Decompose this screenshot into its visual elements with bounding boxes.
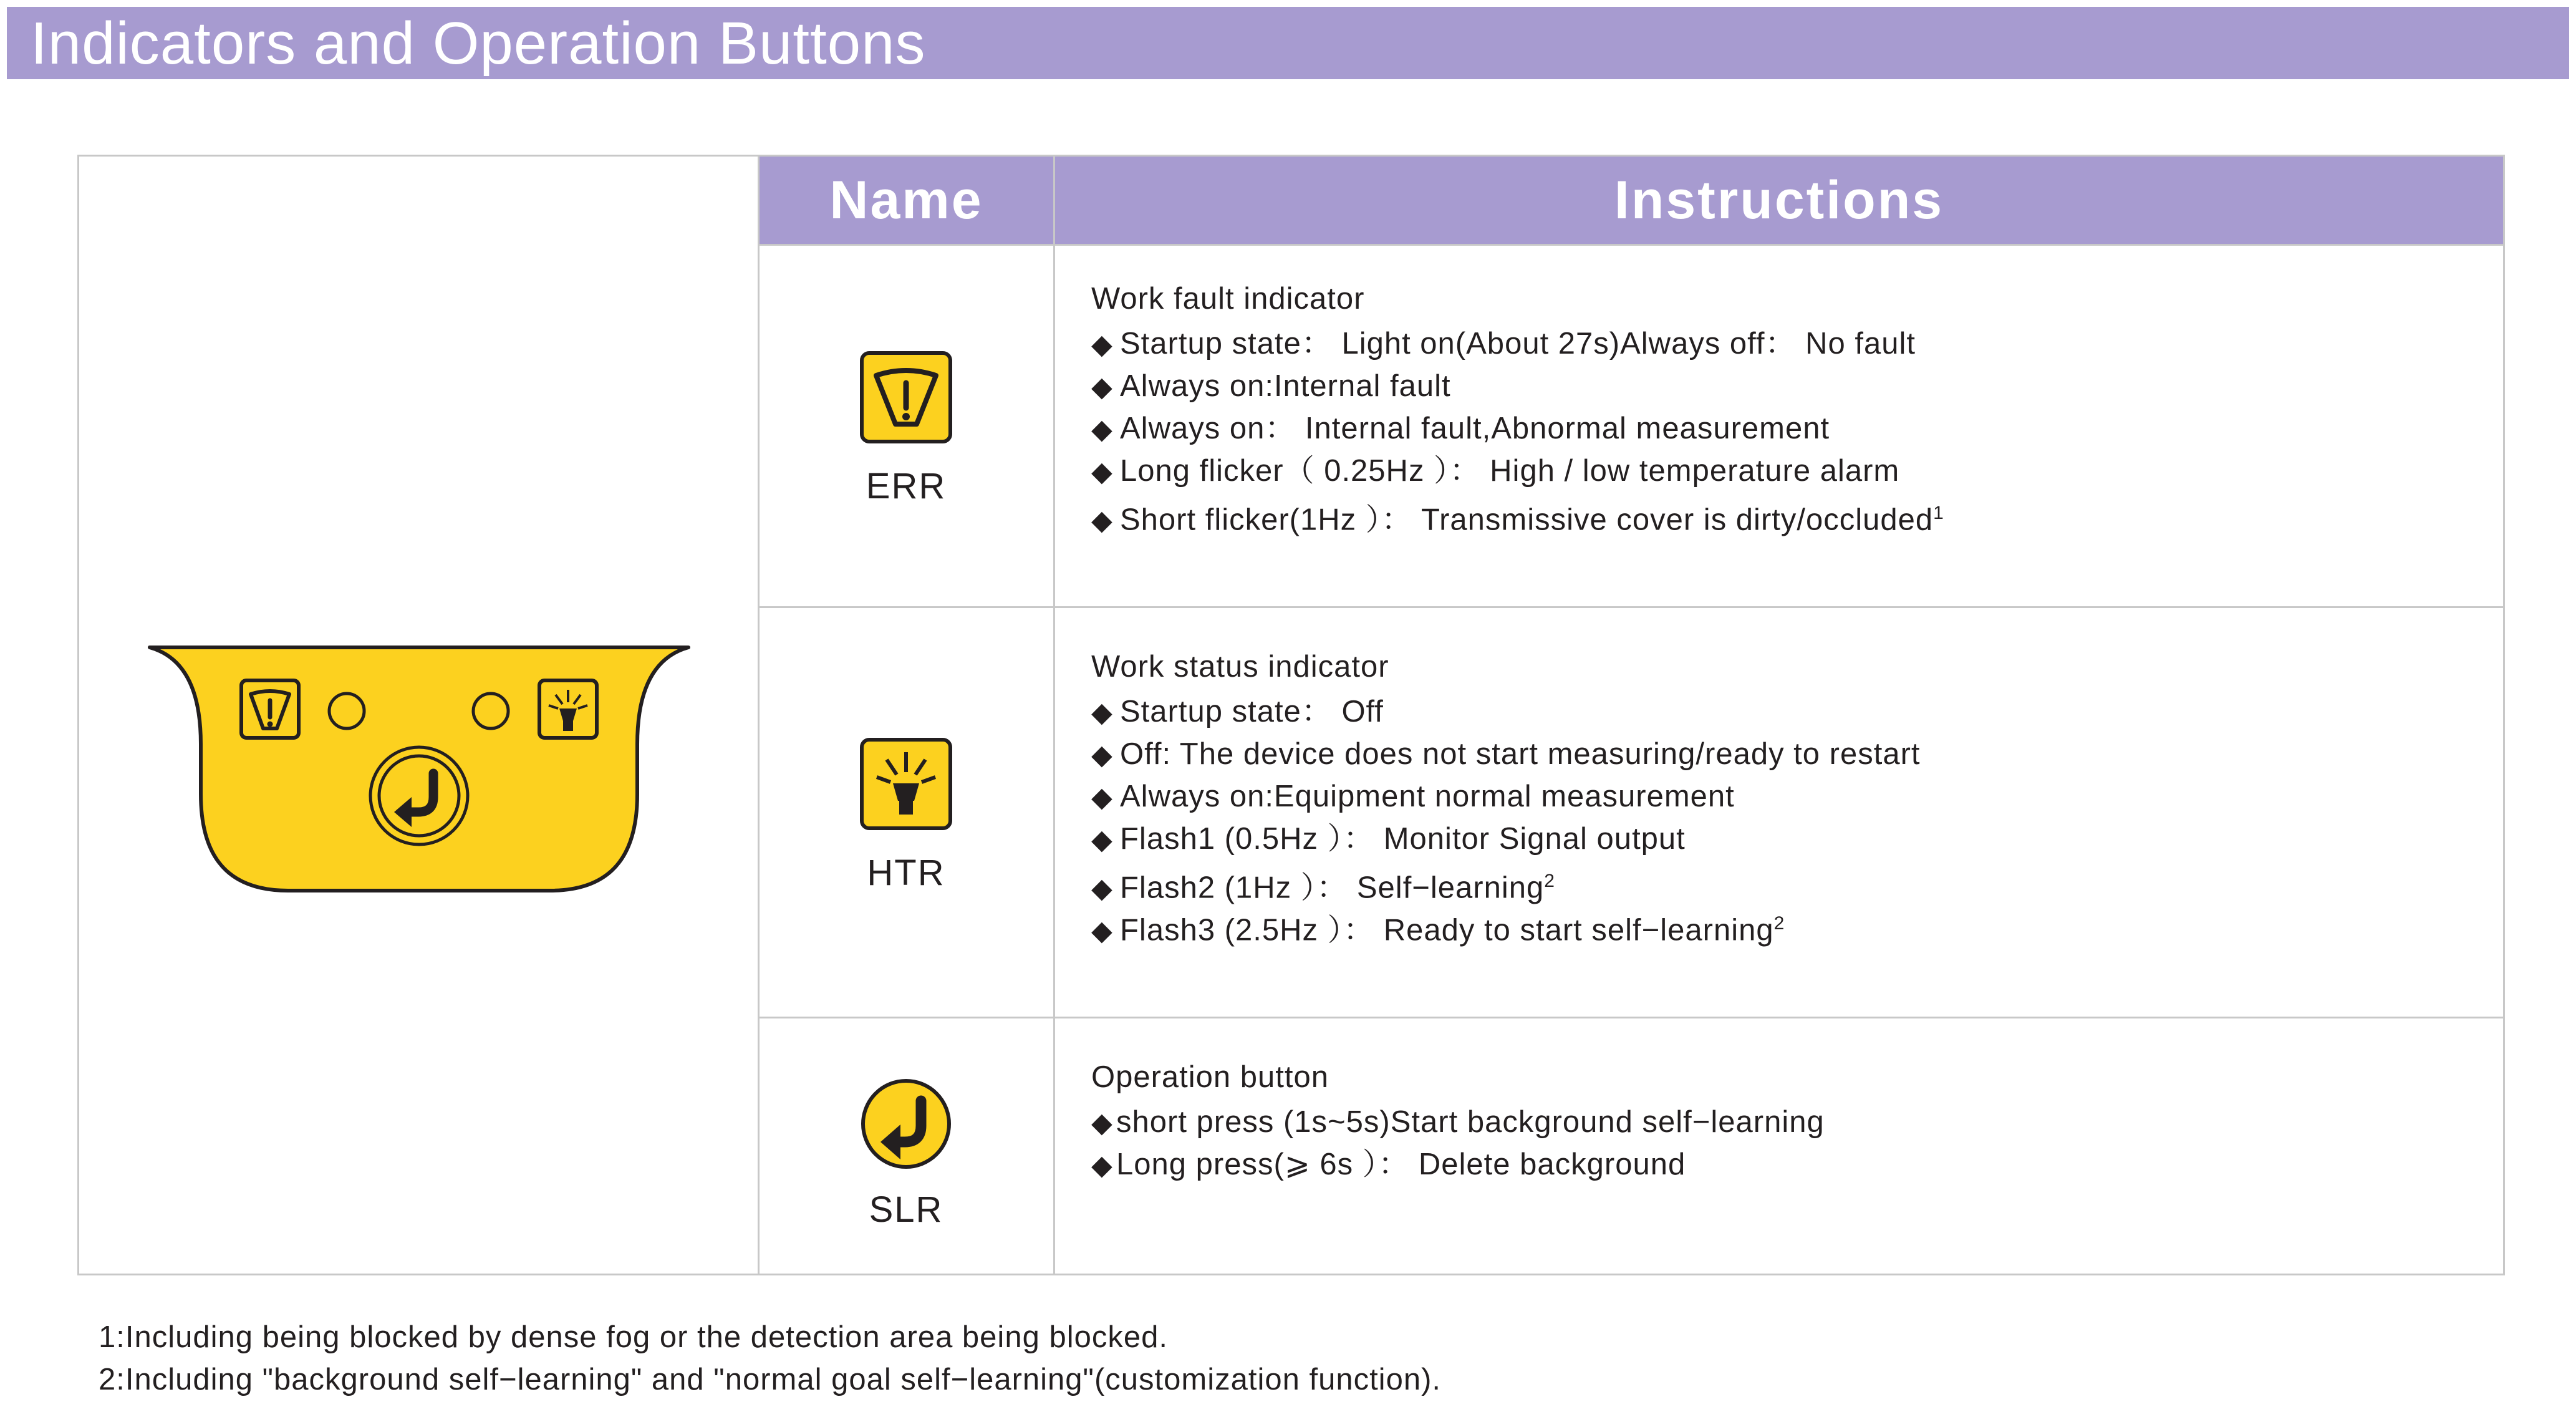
- instruction-title: Operation button: [1091, 1060, 1329, 1094]
- list-item: ◆ short press (1s~5s)Start background self−learning: [1091, 1101, 1825, 1143]
- page-title: Indicators and Operation Buttons: [31, 10, 926, 77]
- htr-led: [473, 694, 508, 728]
- instruction-title: Work status indicator: [1091, 650, 1389, 684]
- bullet-diamond-icon: ◆: [1091, 825, 1113, 855]
- lamp-icon: [859, 737, 953, 834]
- bullet-diamond-icon: ◆: [1091, 372, 1113, 402]
- list-item: ◆ Always on:Equipment normal measurement: [1091, 775, 1921, 818]
- indicator-code-err: ERR: [866, 466, 947, 506]
- indicator-code-slr: SLR: [869, 1189, 943, 1230]
- return-arrow-icon: [859, 1077, 953, 1174]
- divider: [758, 1017, 2505, 1018]
- list-item: ◆ Off: The device does not start measuring/ready to restart: [1091, 733, 1921, 775]
- footnote-2: 2:Including "background self−learning" and "normal goal self−learning"(customization function).: [99, 1363, 1441, 1396]
- bullet-diamond-icon: ◆: [1091, 916, 1113, 947]
- bullet-diamond-icon: ◆: [1091, 329, 1113, 360]
- column-header-name: Name: [760, 157, 1053, 244]
- list-item: ◆ Short flicker(1Hz ）： Transmissive cover is dirty/occluded$^1$: [1091, 492, 1944, 534]
- bullet-diamond-icon: ◆: [1091, 740, 1113, 770]
- bullet-diamond-icon: ◆: [1091, 457, 1113, 487]
- list-item: ◆ Flash2 (1Hz ）： Self−learning$^2$: [1091, 860, 1921, 902]
- bullet-diamond-icon: ◆: [1091, 697, 1113, 728]
- lamp-icon: [539, 680, 597, 738]
- footnotes: [99, 1316, 1441, 1401]
- warning-fan-icon: [859, 351, 953, 447]
- bullet-diamond-icon: ◆: [1091, 1150, 1113, 1181]
- list-item: ◆ Flash1 (0.5Hz ）： Monitor Signal output: [1091, 818, 1921, 860]
- instruction-title: Work fault indicator: [1091, 282, 1365, 316]
- divider: [758, 244, 2505, 246]
- indicator-code-htr: HTR: [867, 853, 945, 893]
- bullet-diamond-icon: ◆: [1091, 1108, 1113, 1138]
- footnote-ref: 1: [1933, 503, 1944, 523]
- bullet-diamond-icon: ◆: [1091, 505, 1113, 536]
- column-header-instructions: Instructions: [1055, 157, 2503, 244]
- divider: [1053, 155, 1055, 1275]
- instructions-htr: [1091, 646, 1921, 945]
- bullet-diamond-icon: ◆: [1091, 414, 1113, 445]
- return-arrow-icon[interactable]: [370, 747, 468, 844]
- bullet-diamond-icon: ◆: [1091, 873, 1113, 904]
- instructions-slr: [1091, 1056, 1825, 1186]
- list-item: ◆ Startup state： Light on(About 27s)Always off： No fault: [1091, 322, 1944, 365]
- list-item: ◆ Long press(⩾ 6s ）： Delete background: [1091, 1143, 1825, 1186]
- list-item: ◆ Startup state： Off: [1091, 690, 1921, 733]
- divider: [758, 606, 2505, 608]
- bullet-diamond-icon: ◆: [1091, 782, 1113, 813]
- footnote-1: 1:Including being blocked by dense fog or the detection area being blocked.: [99, 1320, 1168, 1354]
- warning-fan-icon: [241, 680, 299, 738]
- instructions-err: [1091, 278, 1944, 537]
- divider: [758, 155, 760, 1275]
- list-item: ◆ Flash3 (2.5Hz ）： Ready to start self−learning$^2$: [1091, 902, 1921, 945]
- footnote-ref: 2: [1773, 913, 1785, 934]
- header-banner: [7, 7, 2569, 79]
- list-item: ◆ Always on： Internal fault,Abnormal measurement: [1091, 407, 1944, 450]
- err-led: [329, 694, 364, 728]
- device-panel: [145, 641, 693, 906]
- list-item: ◆ Always on:Internal fault: [1091, 365, 1944, 407]
- footnote-ref: 2: [1544, 871, 1555, 891]
- list-item: ◆ Long flicker（ 0.25Hz ）： High / low temperature alarm: [1091, 450, 1944, 492]
